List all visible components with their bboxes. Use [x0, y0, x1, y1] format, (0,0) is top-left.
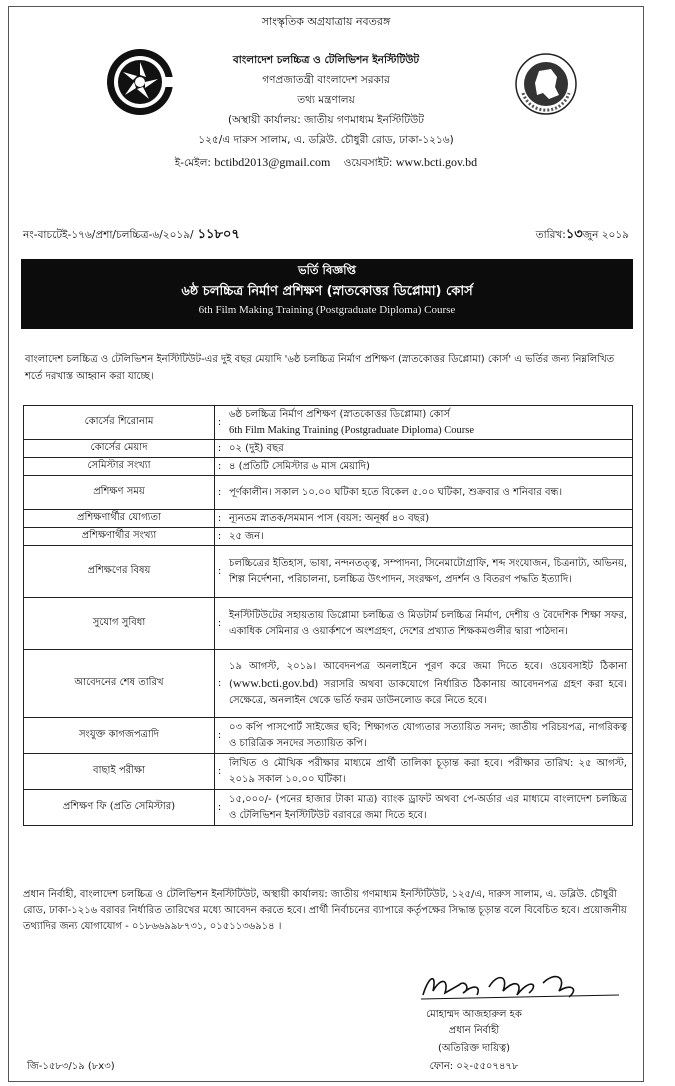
row-value-text: লিখিত ও মৌখিক পরীক্ষার মাধ্যমে প্রার্থী তালিকা চূড়ান্ত করা হবে। পরীক্ষার তারিখ: ২৫ আগস্ট, ২০১৯ সকাল ১০.০০ ঘটিকা। [229, 757, 627, 785]
website-label: ওয়েবসাইট: [343, 157, 393, 169]
row-label: সংযুক্ত কাগজপত্রাদি [24, 718, 215, 754]
notice-date: তারিখ:১৩জুন ২০১৯ [535, 227, 629, 242]
course-title-en: 6th Film Making Training (Postgraduate Diploma) Course [198, 303, 456, 316]
signatory-phone: ফোন: ০২-৫৫০৭৪৭৮ [429, 1061, 519, 1072]
row-label: কোর্সের শিরোনাম [24, 406, 215, 440]
institute-name: বাংলাদেশ চলচ্চিত্র ও টেলিভিশন ইনস্টিটিউট [232, 54, 420, 66]
row-separator: : [215, 754, 225, 790]
row-value [224, 528, 633, 546]
contact-line [9, 155, 643, 173]
table-row [24, 458, 633, 476]
row-value-text: ০২ (দুই) বছর [229, 442, 284, 454]
row-separator: : [215, 650, 225, 718]
row-value-text: ০৩ কপি পাসপোর্ট সাইজের ছবি; শিক্ষাগত যোগ্যতার সত্যায়িত সনদ; জাতীয় পরিচয়পত্র, নাগরিকত্ব ও চারিত্রিক সনদের সত্যায়িত কপি। [229, 721, 627, 749]
table-row [24, 528, 633, 546]
intro-paragraph: বাংলাদেশ চলচ্চিত্র ও টেলিভিশন ইনস্টিটিউট-এর দুই বছর মেয়াদি '৬ষ্ঠ চলচ্চিত্র নির্মাণ প্রশিক্ষণ (স্নাতকোত্তর ডিপ্লোমা) কোর্স' এ ভর্তির জন্য নিম্নলিখিত শর্তে দরখাস্ত আহ্বান করা যাচ্ছে। [25, 354, 615, 382]
table-row [24, 718, 633, 754]
row-label: প্রশিক্ষণার্থীর সংখ্যা [24, 528, 215, 546]
office-line: (অস্থায়ী কার্যালয়: জাতীয় গণমাধ্যম ইনস্টিটিউট [227, 114, 424, 126]
course-title-bn: ৬ষ্ঠ চলচ্চিত্র নির্মাণ প্রশিক্ষণ (স্নাতকোত্তর ডিপ্লোমা) কোর্স [181, 283, 473, 299]
row-value-english: 6th Film Making Training (Postgraduate Diploma) Course [229, 424, 474, 436]
signatory-name: মোহাম্মদ আজহারুল হক [426, 1009, 522, 1020]
course-details-table [23, 405, 633, 826]
row-value-text: ন্যূনতম স্নাতক/সমমান পাস (বয়স: অনূর্ধ্ব ৪০ বছর) [229, 512, 430, 524]
row-value-text: ইনস্টিটিউটের সহায়তায় ডিপ্লোমা চলচ্চিত্র ও মিডটার্ম চলচ্চিত্র নির্মাণ, দেশীয় ও বৈদেশিক শিক্ষা সফর, একাধিক সেমিনার ও ওয়ার্কশপে অংশগ্রহণ, দেশের প্রখ্যাত শিক্ষকমণ্ডলীর দ্বারা পাঠদান। [229, 609, 627, 637]
email-address: bctibd2013@gmail.com [214, 155, 331, 169]
reference-number: নং-বাচটেই-১৭৬/প্রশা/চলচ্চিত্র-৬/২০১৯/ ১১৮০৭ [23, 227, 240, 242]
row-value [224, 546, 633, 598]
footer-paragraph: প্রধান নির্বাহী, বাংলাদেশ চলচ্চিত্র ও টেলিভিশন ইনস্টিটিউট, অস্থায়ী কার্যালয়: জাতীয় গণমাধ্যম ইনস্টিটিউট, ১২৫/এ, দারুস সালাম, এ. ডব্লিউ. চৌধুরী রোড, ঢাকা-১২১৬ বরাবর নির্ধারিত তারিখের মধ্যে আবেদন করতে হবে। প্রার্থী নির্বাচনের ব্যাপারে কর্তৃপক্ষের সিদ্ধান্ত চূড়ান্ত বলে বিবেচিত হবে। প্রয়োজনীয় তথ্যাদির জন্য যোগাযোগ - ০১৮৬৬৯৯৮৭৩১, ০১৫১১৩৬৯১৪ । [23, 889, 627, 932]
ministry-name: তথ্য মন্ত্রণালয় [297, 94, 355, 106]
table-row [24, 476, 633, 510]
table-row [24, 754, 633, 790]
website-address: www.bcti.gov.bd [395, 155, 478, 169]
row-value-text: ৪ (প্রতিটি সেমিস্টার ৬ মাস মেয়াদি) [229, 460, 370, 472]
table-row [24, 790, 633, 826]
row-label: প্রশিক্ষণ সময় [24, 476, 215, 510]
row-label: প্রশিক্ষণের বিষয় [24, 546, 215, 598]
row-value-url: www.bcti.gov.bd [232, 675, 315, 690]
signatory-title: প্রধান নির্বাহী [448, 1025, 500, 1036]
row-value [224, 650, 633, 718]
row-value-text: ৬ষ্ঠ চলচ্চিত্র নির্মাণ প্রশিক্ষণ (স্নাতকোত্তর ডিপ্লোমা) কোর্স [229, 408, 450, 420]
table-row [24, 440, 633, 458]
row-separator: : [215, 528, 225, 546]
row-value [224, 598, 633, 650]
row-separator: : [215, 598, 225, 650]
row-label: সেমিস্টার সংখ্যা [24, 458, 215, 476]
signatory-additional: (অতিরিক্ত দায়িত্ব) [437, 1043, 511, 1054]
handwritten-reference: ১১৮০৭ [197, 227, 240, 242]
row-separator: : [215, 510, 225, 528]
row-value-text: ) সরাসরি অথবা ডাকযোগে নির্ধারিত ঠিকানায় আবেদনপত্র গ্রহণ করা হবে। সেক্ষেত্রে, অনলাইন থেকে ভর্তি ফরম ডাউনলোড করে নিতে হবে। [229, 678, 627, 706]
table-row [24, 406, 633, 440]
row-separator: : [215, 406, 225, 440]
table-row [24, 650, 633, 718]
row-value [224, 790, 633, 826]
notice-banner [21, 259, 633, 329]
table-row [24, 510, 633, 528]
handwritten-day: ১৩ [565, 227, 583, 242]
row-separator: : [215, 790, 225, 826]
row-value-text: ২৫ জন। [229, 530, 264, 542]
row-value [224, 458, 633, 476]
row-label: কোর্সের মেয়াদ [24, 440, 215, 458]
row-value [224, 754, 633, 790]
slogan: সাংস্কৃতিক অগ্রযাত্রায় নবতরঙ্গ [261, 15, 391, 28]
row-separator: : [215, 546, 225, 598]
signature-icon [419, 965, 629, 1005]
row-value [224, 440, 633, 458]
table-row [24, 598, 633, 650]
table-row [24, 546, 633, 598]
row-separator: : [215, 476, 225, 510]
row-separator: : [215, 718, 225, 754]
row-separator: : [215, 440, 225, 458]
row-value-text: ১৯ আগস্ট, ২০১৯। আবেদনপত্র অনলাইনে পূরণ করে জমা দিতে হবে। ওয়েবসাইট ঠিকানা ( [229, 660, 627, 690]
notice-title: ভর্তি বিজ্ঞপ্তি [298, 263, 356, 277]
row-label: সুযোগ সুবিধা [24, 598, 215, 650]
row-label: আবেদনের শেষ তারিখ [24, 650, 215, 718]
row-label: প্রশিক্ষণার্থীর যোগ্যতা [24, 510, 215, 528]
row-label: প্রশিক্ষণ ফি (প্রতি সেমিস্টার) [24, 790, 215, 826]
row-label: বাছাই পরীক্ষা [24, 754, 215, 790]
row-value-text: পূর্ণকালীন। সকাল ১০.০০ ঘটিকা হতে বিকেল ৫.০০ ঘটিকা, শুক্রবার ও শনিবার বন্ধ। [229, 486, 563, 498]
row-value [224, 510, 633, 528]
row-value [224, 406, 633, 440]
row-value-text: ১৫,০০০/- (পনের হাজার টাকা মাত্র) ব্যাংক ড্রাফট অথবা পে-অর্ডার এর মাধ্যমে বাংলাদেশ চলচ্চিত্র ও টেলিভিশন ইনস্টিটিউট বরাবরে জমা দিতে হবে। [229, 793, 627, 821]
admission-notice-page [8, 6, 644, 1082]
email-label: ই-মেইল: [174, 157, 211, 169]
address-line: ১২৫/এ দারুস সালাম, এ. ডব্লিউ. চৌধুরী রোড, ঢাকা-১২১৬) [198, 134, 454, 146]
row-value [224, 718, 633, 754]
row-separator: : [215, 458, 225, 476]
row-value [224, 476, 633, 510]
government-name: গণপ্রজাতন্ত্রী বাংলাদেশ সরকার [262, 74, 390, 86]
row-value-text: চলচ্চিত্রের ইতিহাস, ভাষা, নন্দনতত্ত্ব, সম্পাদনা, সিনেমাটোগ্রাফি, শব্দ সংযোজন, চিত্রনাট্য, অভিনয়, শিল্প নির্দেশনা, পরিচালনা, চলচ্চিত্র উৎপাদন, সংরক্ষণ, প্রদর্শন ও বিতরণ পদ্ধতি ইত্যাদি। [229, 557, 627, 585]
memo-number: জি-১৫৮৩/১৯ (৮x৩) [27, 1061, 115, 1072]
